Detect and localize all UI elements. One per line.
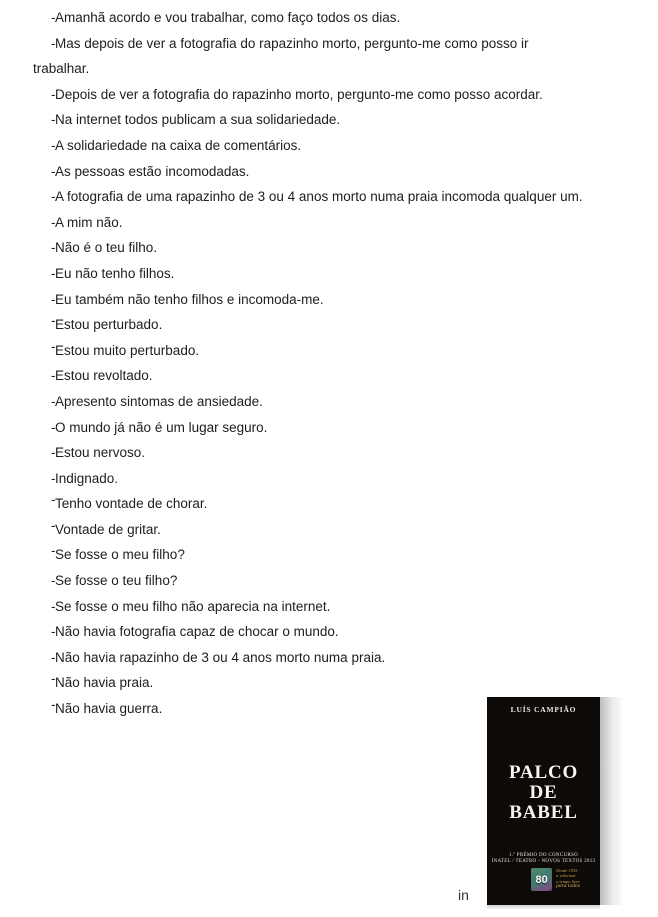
- dialogue-line: [33, 107, 650, 133]
- dialogue-line: [33, 312, 650, 338]
- dialogue-dash: -: [51, 445, 56, 461]
- dialogue-text: Não havia praia.: [55, 675, 154, 691]
- dialogue-line: [33, 619, 650, 645]
- dialogue-text: A fotografia de uma rapazinho de 3 ou 4 anos morto numa praia incomoda qualquer um.: [55, 189, 583, 205]
- dialogue-text: Se fosse o teu filho?: [55, 573, 178, 589]
- book-cover-front: [487, 697, 600, 905]
- dialogue-text: Estou perturbado.: [55, 317, 163, 333]
- dialogue-dash: -: [51, 543, 56, 559]
- dialogue-text: Eu não tenho filhos.: [55, 265, 175, 281]
- dialogue-dash: -: [51, 265, 56, 281]
- dialogue-line: [33, 568, 650, 594]
- dialogue-dash: -: [51, 419, 56, 435]
- cover-title: [487, 763, 600, 823]
- dialogue-text: Amanhã acordo e vou trabalhar, como faço todos os dias.: [55, 10, 401, 25]
- dialogue-line: [33, 5, 650, 31]
- dialogue-dash: -: [51, 492, 56, 508]
- dialogue-line: [33, 235, 650, 261]
- dialogue-text: A mim não.: [55, 214, 123, 230]
- dialogue-line: [33, 542, 650, 568]
- badge-slogan-line-1: Desde 1935: [556, 868, 578, 873]
- dialogue-dash: -: [51, 573, 56, 589]
- dialogue-text: Eu também não tenho filhos e incomoda-me.: [55, 291, 324, 307]
- anniversary-badge-row: [487, 868, 600, 892]
- dialogue-dash: -: [51, 393, 56, 409]
- dialogue-dash: -: [51, 671, 56, 687]
- cover-title-line-1: PALCO: [508, 762, 579, 783]
- dialogue-line: [33, 363, 650, 389]
- cover-award-line-2: INATEL / TEATRO - NOVOS TEXTOS 2013: [491, 859, 596, 864]
- badge-slogan: [556, 868, 580, 889]
- dialogue-text: trabalhar.: [33, 61, 90, 77]
- dialogue-line: [33, 670, 650, 696]
- dialogue-dash: -: [51, 338, 56, 354]
- cover-title-line-3: BABEL: [509, 802, 578, 823]
- book-cover: [487, 697, 622, 909]
- dialogue-line: [33, 645, 650, 671]
- dialogue-line: [33, 415, 650, 441]
- dialogue-text: Se fosse o meu filho?: [55, 547, 185, 563]
- dialogue-line: [33, 210, 650, 236]
- dialogue-line: [33, 491, 650, 517]
- dialogue-line: [33, 31, 650, 57]
- inatel-80-badge-icon: [531, 868, 552, 891]
- dialogue-dash: -: [51, 291, 56, 307]
- dialogue-text: Estou revoltado.: [55, 368, 153, 384]
- cover-page-edge: [600, 697, 622, 905]
- dialogue-text: Estou nervoso.: [55, 445, 146, 461]
- dialogue-line: [33, 338, 650, 364]
- dialogue-line: [33, 517, 650, 543]
- dialogue-text: Vontade de gritar.: [55, 521, 161, 537]
- dialogue-dash: -: [51, 35, 56, 51]
- dialogue-text: Apresento sintomas de ansiedade.: [55, 393, 263, 409]
- badge-number: 80: [535, 873, 548, 886]
- badge-slogan-line-3: o tempo livre: [556, 878, 580, 884]
- dialogue-text: Depois de ver a fotografia do rapazinho morto, pergunto-me como posso acordar.: [55, 86, 543, 102]
- dialogue-dash: -: [51, 697, 56, 713]
- dialogue-text: As pessoas estão incomodadas.: [55, 163, 250, 179]
- dialogue-line: [33, 159, 650, 185]
- dialogue-text: Se fosse o meu filho não aparecia na internet.: [55, 598, 331, 614]
- dialogue-text: O mundo já não é um lugar seguro.: [55, 419, 268, 435]
- dialogue-line: [33, 133, 650, 159]
- dialogue-text: Mas depois de ver a fotografia do rapazinho morto, pergunto-me como posso ir: [55, 35, 529, 51]
- badge-slogan-line-4: para todos: [556, 882, 580, 889]
- dialogue-line: [33, 594, 650, 620]
- cover-author: LUÍS CAMPIÃO: [510, 705, 577, 714]
- dialogue-line: [33, 389, 650, 415]
- dialogue-dash: -: [51, 137, 56, 153]
- cover-award-line-1: 1.º PRÉMIO DO CONCURSO: [509, 853, 578, 858]
- dialogue-line: [33, 440, 650, 466]
- dialogue-text: Não havia guerra.: [55, 701, 163, 717]
- dialogue-text: Não é o teu filho.: [55, 240, 158, 256]
- dialogue-text: Estou muito perturbado.: [55, 342, 200, 358]
- dialogue-line: [33, 287, 650, 313]
- dialogue-text: A solidariedade na caixa de comentários.: [55, 137, 302, 153]
- badge-slogan-line-2: a valorizar: [556, 873, 577, 879]
- dialogue-dash: -: [51, 517, 56, 533]
- citation-in: in: [458, 887, 469, 903]
- dialogue-dash: -: [51, 598, 56, 614]
- dialogue-dash: -: [51, 214, 56, 230]
- dialogue-dash: -: [51, 112, 56, 128]
- dialogue-text: Tenho vontade de chorar.: [55, 496, 208, 512]
- dialogue-line: [33, 466, 650, 492]
- dialogue-dash: -: [51, 624, 56, 640]
- cover-title-line-2: DE: [529, 782, 558, 803]
- dialogue-line-continuation: [33, 56, 650, 82]
- dialogue-dash: -: [51, 240, 56, 256]
- dialogue-line: [33, 261, 650, 287]
- dialogue-dash: -: [51, 649, 56, 665]
- dialogue-block: [0, 5, 650, 722]
- dialogue-text: Não havia fotografia capaz de chocar o mundo.: [55, 624, 339, 640]
- dialogue-text: Indignado.: [55, 470, 119, 486]
- dialogue-dash: -: [51, 189, 56, 205]
- dialogue-dash: -: [51, 163, 56, 179]
- dialogue-line: [33, 82, 650, 108]
- cover-bottom-shadow: [487, 905, 600, 909]
- dialogue-text: Na internet todos publicam a sua solidariedade.: [55, 112, 341, 128]
- dialogue-dash: -: [51, 10, 56, 25]
- dialogue-dash: -: [51, 368, 56, 384]
- cover-award: [487, 853, 600, 865]
- dialogue-dash: -: [51, 313, 56, 329]
- dialogue-text: Não havia rapazinho de 3 ou 4 anos morto numa praia.: [55, 649, 386, 665]
- dialogue-line: [33, 184, 650, 210]
- dialogue-dash: -: [51, 86, 56, 102]
- dialogue-dash: -: [51, 470, 56, 486]
